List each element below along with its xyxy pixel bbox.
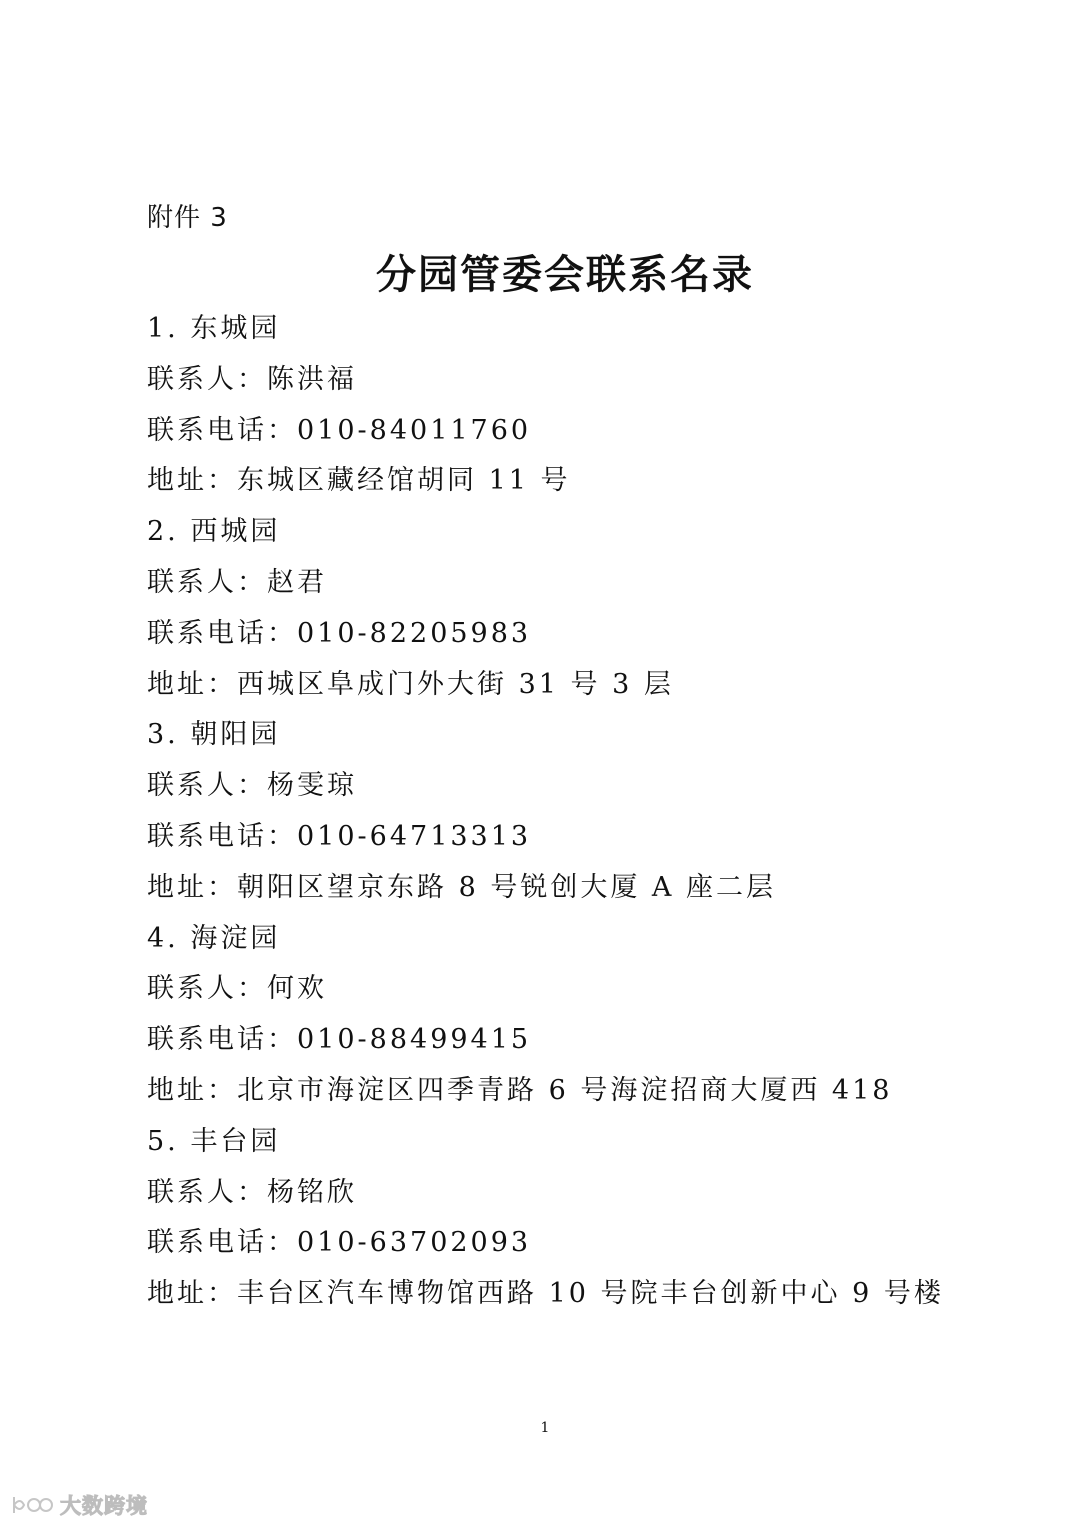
page-number: 1 xyxy=(540,1420,550,1436)
entry-heading: 5. 丰台园 xyxy=(147,1125,281,1157)
contact-list xyxy=(147,304,1027,1320)
entry-phone: 联系电话：010-84011760 xyxy=(147,414,532,446)
contact-entry-chaoyang xyxy=(147,710,1027,913)
document-title: 分园管委会联系名录 xyxy=(376,251,754,298)
contact-entry-haidian xyxy=(147,914,1027,1117)
entry-contact-person: 联系人：赵君 xyxy=(147,566,327,598)
entry-heading: 1. 东城园 xyxy=(147,313,281,344)
entry-heading: 4. 海淀园 xyxy=(147,922,281,954)
entry-phone: 联系电话：010-82205983 xyxy=(147,617,532,649)
entry-phone: 联系电话：010-64713313 xyxy=(147,820,532,852)
brand-logo-icon xyxy=(10,1494,54,1516)
contact-entry-xicheng xyxy=(147,507,1027,710)
entry-contact-person: 联系人：杨铭欣 xyxy=(147,1176,357,1208)
watermark xyxy=(10,1490,148,1520)
entry-address: 地址：朝阳区望京东路 8 号锐创大厦 A 座二层 xyxy=(147,871,777,903)
entry-phone: 联系电话：010-88499415 xyxy=(147,1024,532,1056)
entry-address: 地址：东城区藏经馆胡同 11 号 xyxy=(147,465,571,497)
entry-address: 地址：北京市海淀区四季青路 6 号海淀招商大厦西 418 xyxy=(147,1074,893,1106)
entry-address: 地址：丰台区汽车博物馆西路 10 号院丰台创新中心 9 号楼 xyxy=(147,1278,944,1310)
entry-address: 地址：西城区阜成门外大街 31 号 3 层 xyxy=(147,668,674,700)
entry-phone: 联系电话：010-63702093 xyxy=(147,1227,532,1259)
watermark-text: 大数跨境 xyxy=(60,1494,148,1518)
entry-contact-person: 联系人：杨雯琼 xyxy=(147,770,357,802)
contact-entry-fengtai xyxy=(147,1117,1027,1320)
entry-contact-person: 联系人：何欢 xyxy=(147,973,327,1005)
entry-heading: 2. 西城园 xyxy=(147,516,281,548)
contact-entry-dongcheng xyxy=(147,304,1027,507)
attachment-label: 附件 3 xyxy=(147,203,228,233)
entry-heading: 3. 朝阳园 xyxy=(147,719,281,751)
entry-contact-person: 联系人：陈洪福 xyxy=(147,363,357,395)
